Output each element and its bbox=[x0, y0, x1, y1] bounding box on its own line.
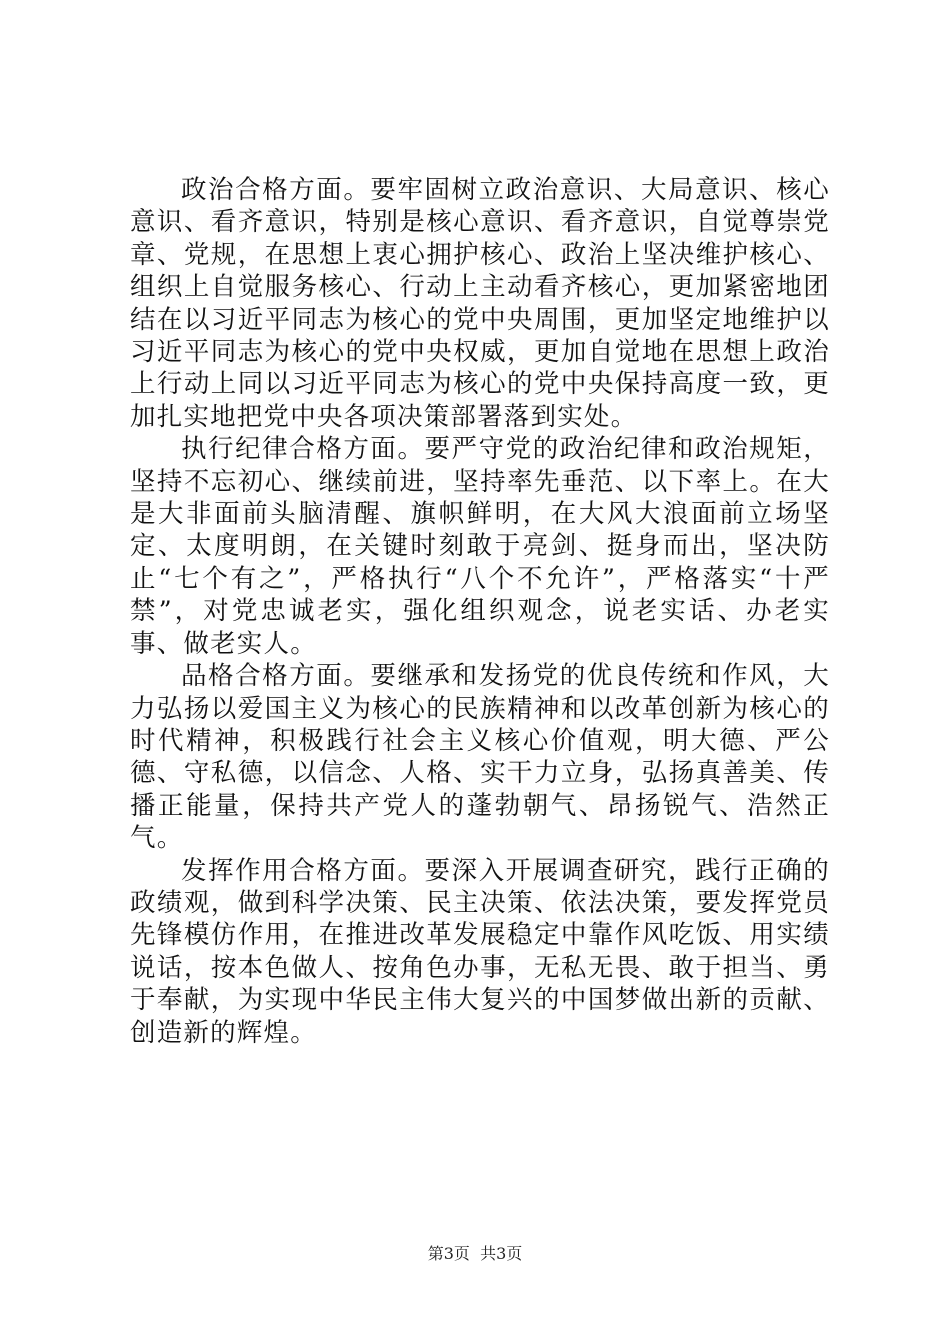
page-number: 第3页 共3页 bbox=[427, 1244, 523, 1263]
paragraph-character: 品格合格方面。要继承和发扬党的优良传统和作风，大力弘扬以爱国主义为核心的民族精神和以改革创新为核心的时代精神，积极践行社会主义核心价值观，明大德、严公德、守私德，以信念、人格、实干力立身，弘扬真善美、传播正能量，保持共产党人的蓬勃朝气、昂扬锐气、浩然正气。 bbox=[130, 661, 830, 854]
page-footer bbox=[0, 1244, 950, 1264]
document-body bbox=[130, 174, 830, 1049]
paragraph-political: 政治合格方面。要牢固树立政治意识、大局意识、核心意识、看齐意识，特别是核心意识、看齐意识，自觉尊崇党章、党规，在思想上衷心拥护核心、政治上坚决维护核心、组织上自觉服务核心、行动上主动看齐核心，更加紧密地团结在以习近平同志为核心的党中央周围，更加坚定地维护以习近平同志为核心的党中央权威，更加自觉地在思想上政治上行动上同以习近平同志为核心的党中央保持高度一致，更加扎实地把党中央各项决策部署落到实处。 bbox=[130, 175, 830, 432]
paragraph-discipline: 执行纪律合格方面。要严守党的政治纪律和政治规矩，坚持不忘初心、继续前进，坚持率先垂范、以下率上。在大是大非面前头脑清醒、旗帜鲜明，在大风大浪面前立场坚定、太度明朗，在关键时刻敢于亮剑、挺身而出，坚决防止“七个有之”，严格执行“八个不允许”，严格落实“十严禁”，对党忠诚老实，强化组织观念，说老实话、办老实事、做老实人。 bbox=[130, 434, 830, 659]
paragraph-role: 发挥作用合格方面。要深入开展调查研究，践行正确的政绩观，做到科学决策、民主决策、依法决策，要发挥党员先锋模仿作用，在推进改革发展稳定中靠作风吃饭、用实绩说话，按本色做人、按角色办事，无私无畏、敢于担当、勇于奉献，为实现中华民主伟大复兴的中国梦做出新的贡献、创造新的辉煌。 bbox=[130, 855, 830, 1048]
